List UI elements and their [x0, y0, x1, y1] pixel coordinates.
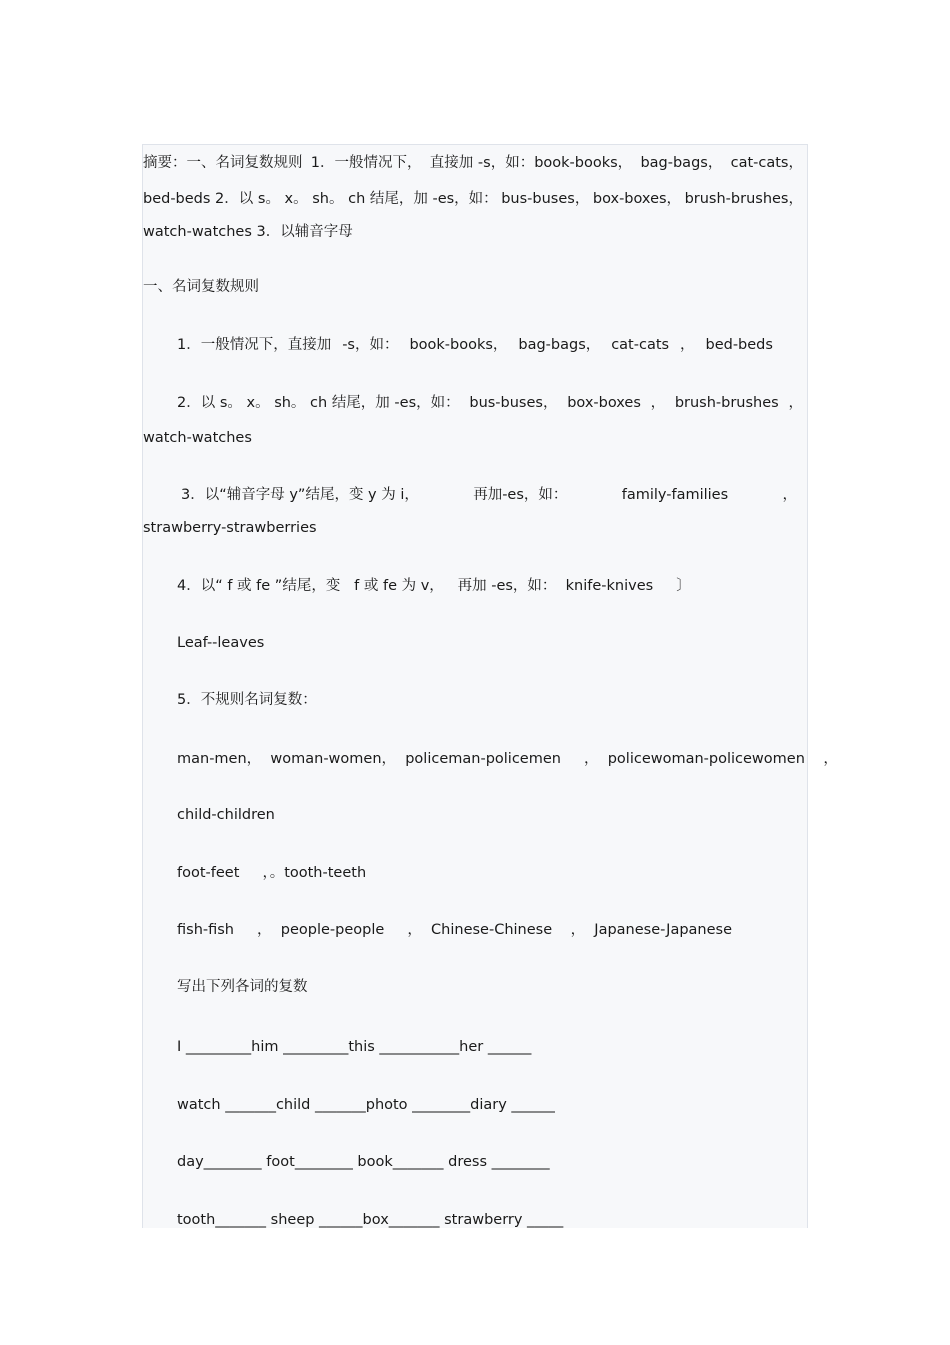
- rule-segment: 再加-es，如：: [473, 487, 568, 503]
- rule-1: [177, 336, 773, 354]
- summary-line-1: [143, 154, 803, 172]
- rule-segment: ，: [782, 487, 797, 503]
- rule-segment: 2．以 s。 x。 sh。 ch 结尾，加 -es，如：: [177, 395, 460, 411]
- irregular-line-4: fish-fish ， people-people ， Chinese-Chinese ， Japanese-Japanese: [177, 922, 733, 938]
- rule-segment: bed-beds: [705, 337, 773, 353]
- exercise-row: watch _______child _______photo ________diary ______: [177, 1097, 555, 1113]
- rule-2-continuation: watch-watches: [143, 430, 252, 446]
- rule-segment: ，: [788, 395, 803, 411]
- irregular-line-2: child-children: [177, 807, 275, 823]
- exercise-title: 写出下列各词的复数: [177, 979, 308, 995]
- rule-segment: bus-buses，: [469, 395, 558, 411]
- rule-segment: 3．以“辅音字母 y”结尾，变 y 为 i，: [181, 487, 419, 503]
- page-content-area: [142, 144, 808, 1228]
- exercise-row: I _________him _________this ___________her ______: [177, 1039, 532, 1055]
- summary-line-2: [143, 190, 803, 208]
- exercise-row: tooth_______ sheep ______box_______ strawberry _____: [177, 1212, 564, 1228]
- rule-segment: ，: [680, 337, 695, 353]
- rule-2: [177, 394, 803, 412]
- rule-segment: cat-cats: [611, 337, 670, 353]
- summary-segment: bed-beds 2．以 s。 x。 sh。 ch 结尾，加 -es，如：: [143, 191, 498, 207]
- irregular-line-3: foot-feet ，。tooth-teeth: [177, 865, 367, 881]
- rule-segment: family-families: [621, 487, 729, 503]
- summary-segment: bag-bags，: [640, 155, 723, 171]
- summary-segment: 摘要：一、名词复数规则: [143, 155, 303, 171]
- rule-segment: box-boxes: [567, 395, 641, 411]
- section-heading: 一、名词复数规则: [143, 279, 259, 295]
- summary-segment: 直接加 -s，如：book-books，: [429, 155, 633, 171]
- rule-segment: ，: [650, 395, 666, 411]
- summary-segment: brush-brushes，: [684, 191, 803, 207]
- summary-segment: bus-buses，: [501, 191, 590, 207]
- rule-5: 5．不规则名词复数：: [177, 692, 317, 708]
- rule-4: 4．以“ f 或 fe ”结尾，变 f 或 fe 为 v， 再加 -es，如： knife-knives 〕: [177, 578, 691, 594]
- rule-segment: bag-bags，: [518, 337, 601, 353]
- summary-segment: cat-cats，: [730, 155, 803, 171]
- summary-segment: 1．一般情况下，: [310, 155, 422, 171]
- exercise-row: day________ foot________ book_______ dress ________: [177, 1154, 550, 1170]
- rule-4-example: Leaf--leaves: [177, 635, 265, 651]
- rule-segment: book-books，: [409, 337, 508, 353]
- summary-segment: box-boxes，: [592, 191, 682, 207]
- summary-line-3: watch-watches 3．以辅音字母: [143, 224, 353, 240]
- rule-3-continuation: strawberry-strawberries: [143, 520, 317, 536]
- rule-3: [181, 486, 797, 504]
- rule-segment: -s，如：: [342, 337, 399, 353]
- irregular-line-1: man-men， woman-women， policeman-policemen ， policewoman-policewomen ，: [177, 751, 838, 767]
- rule-segment: brush-brushes: [674, 395, 779, 411]
- rule-segment: 1．一般情况下，直接加: [177, 337, 332, 353]
